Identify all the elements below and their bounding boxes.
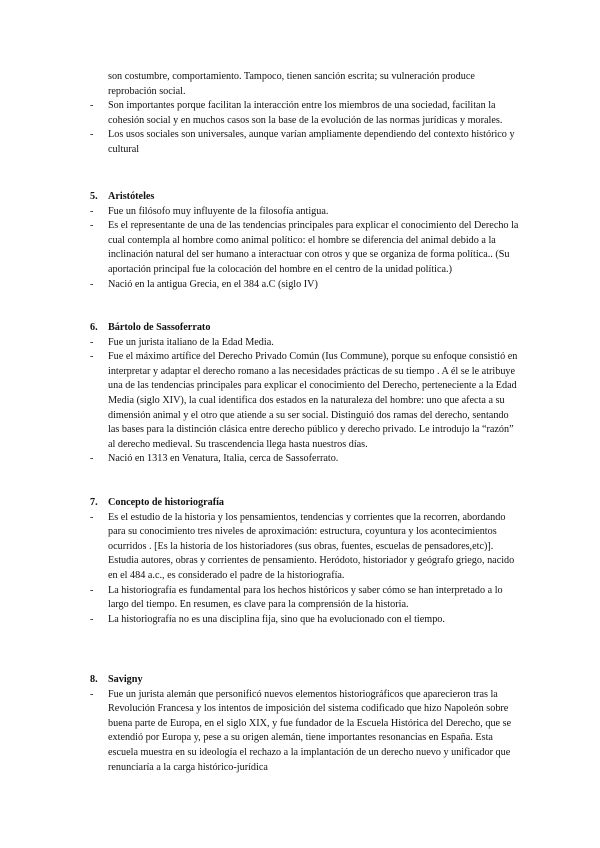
list-item: - Son importantes porque facilitan la interacción entre los miembros de una sociedad, facilitan la cohesión social y en muchos casos son la base de la evolución de las normas jurídicas y morales. [90, 100, 503, 126]
section-historiografia [88, 496, 520, 627]
list-item: - Es el estudio de la historia y los pensamientos, tendencias y corrientes que la recorren, abordando para su conocimiento tres niveles de aproximación: estructura, coyuntura y los acontecimientos ocurridos . [Es la historia de los historiadores (sus obras, fuentes, escuelas de pensadores,etc)]. Estudia autores, obras y corrientes de pensamiento. Heródoto, historiador y geógrafo griego, nacido en el 484 a.c., es considerado el padre de la historiografía. [90, 511, 515, 581]
list-item: - Fue un jurista alemán que personificó nuevos elementos historiográficos que aparecieron tras la Revolución Francesa y los intentos de imposición del sistema codificado que hizo Napoleón sobre buena parte de Europa, en el siglo XIX, y fue fundador de la Escuela Histórica del Derecho, que se extendió por Europa y, pese a su origen alemán, tiene importantes resonancias en España. Esta escuela muestra en su ideología el rechazo a la implantación de un derecho nuevo y unificador que renunciaría a la carga histórico-jurídica [90, 688, 512, 773]
bullet-text: Fue el máximo artífice del Derecho Privado Común (Ius Commune), porque su enfoque consistió en interpretar y adaptar el derecho romano a las necesidades prácticas de su tiempo . A él se le atribuye una de las tendencias principales para explicar el conocimiento del Derecho, perteneciente a la Edad Media (siglo XIV), la cual identifica dos estados en la naturaleza del hombre: uno que afecta a su dimensión animal y el otro que atiende a su ser social. Distinguió dos ramas del derecho, sentando las bases para la distinción clásica entre derecho público y derecho privado. Le introdujo la “razón” al derecho medieval. Su trascendencia llega hasta nuestros días. [108, 351, 518, 450]
uses-sociales-continuation [88, 70, 520, 158]
list-item: - Nació en 1313 en Venatura, Italia, cerca de Sassoferrato. [90, 453, 339, 465]
bullet-text: Fue un jurista alemán que personificó nuevos elementos historiográficos que aparecieron tras la Revolución Francesa y los intentos de imposición del sistema codificado que hizo Napoleón sobre buena parte de Europa, en el siglo XIX, y fue fundador de la Escuela Histórica del Derecho, que se extendió por Europa y, pese a su origen alemán, tiene importantes resonancias en España. Esta escuela muestra en su ideología el rechazo a la implantación de un derecho nuevo y unificador que renunciaría a la carga histórico-jurídica [108, 688, 512, 773]
list-item: - La historiografía es fundamental para los hechos históricos y saber cómo se han interpretado a lo largo del tiempo. En resumen, es clave para la comprensión de la historia. [90, 584, 503, 611]
bullet-text: Es el estudio de la historia y los pensamientos, tendencias y corrientes que la recorren, abordando para su conocimiento tres niveles de aproximación: estructura, coyuntura y los acontecimientos ocurridos . [Es la historia de los historiadores (sus obras, fuentes, escuelas de pensadores,etc)]. Estudia autores, obras y corrientes de pensamiento. Heródoto, historiador y geógrafo griego, nacido en el 484 a.c., es considerado el padre de la historiografía. [108, 511, 515, 581]
section-title: Aristóteles [108, 191, 155, 202]
bullet-text: Los usos sociales son universales, aunque varían ampliamente dependiendo del contexto histórico y cultural [108, 129, 515, 155]
section-number: 6. [90, 322, 98, 333]
bullet-text: Fue un filósofo muy influyente de la filosofía antigua. [108, 205, 329, 217]
section-title: Concepto de historiografía [108, 497, 225, 508]
bullet-text: La historiografía es fundamental para los hechos históricos y saber cómo se han interpretado a lo largo del tiempo. En resumen, es clave para la comprensión de la historia. [108, 584, 503, 611]
section-number: 5. [90, 191, 98, 202]
list-item: - Fue un jurista italiano de la Edad Media. [90, 336, 274, 348]
bullet-text: Son importantes porque facilitan la interacción entre los miembros de una sociedad, facilitan la cohesión social y en muchos casos son la base de la evolución de las normas jurídicas y morales. [108, 100, 503, 126]
bullet-text: La historiografía no es una disciplina fija, sino que ha evolucionado con el tiempo. [108, 613, 445, 625]
bullet-text: Nació en la antigua Grecia, en el 384 a.C (siglo IV) [108, 278, 318, 290]
section-bartolo [88, 321, 520, 467]
list-item: - Fue un filósofo muy influyente de la filosofía antigua. [90, 205, 329, 217]
section-title: Bártolo de Sassoferrato [108, 322, 211, 333]
bullet-text: Fue un jurista italiano de la Edad Media. [108, 336, 274, 348]
bullet-text: Nació en 1313 en Venatura, Italia, cerca de Sassoferrato. [108, 453, 339, 465]
section-heading [88, 321, 520, 336]
list-item: - Fue el máximo artífice del Derecho Privado Común (Ius Commune), porque su enfoque consistió en interpretar y adaptar el derecho romano a las necesidades prácticas de su tiempo . A él se le atribuye una de las tendencias principales para explicar el conocimiento del Derecho, perteneciente a la Edad Media (siglo XIV), la cual identifica dos estados en la naturaleza del hombre: uno que afecta a su dimensión animal y el otro que atiende a su ser social. Distinguió dos ramas del derecho, sentando las bases para la distinción clásica entre derecho público y derecho privado. Le introdujo la “razón” al derecho medieval. Su trascendencia llega hasta nuestros días. [90, 351, 518, 450]
section-heading [88, 496, 520, 511]
list-item: - Nació en la antigua Grecia, en el 384 a.C (siglo IV) [90, 278, 318, 290]
section-heading [88, 673, 520, 688]
section-title: Savigny [108, 674, 143, 685]
list-item: - Los usos sociales son universales, aunque varían ampliamente dependiendo del contexto histórico y cultural [90, 129, 515, 155]
continuation-text: son costumbre, comportamiento. Tampoco, tienen sanción escrita; su vulneración produce reprobación social. [108, 71, 475, 97]
section-number: 8. [90, 674, 98, 685]
list-item: - Es el representante de una de las tendencias principales para explicar el conocimiento del Derecho la cual contempla al hombre como animal político: el hombre se diferencia del animal debido a la inclinación natural del ser humano a interactuar con otros y que se organiza de forma política.. (Su aportación principal fue la colocación del hombre en el centro de la unidad política.) [90, 220, 519, 275]
section-heading [88, 190, 520, 205]
bullet-text: Es el representante de una de las tendencias principales para explicar el conocimiento del Derecho la cual contempla al hombre como animal político: el hombre se diferencia del animal debido a la inclinación natural del ser humano a interactuar con otros y que se organiza de forma política.. (Su aportación principal fue la colocación del hombre en el centro de la unidad política.) [108, 220, 519, 275]
section-aristoteles [88, 190, 520, 292]
section-savigny [88, 673, 520, 775]
list-item: - La historiografía no es una disciplina fija, sino que ha evolucionado con el tiempo. [90, 613, 445, 625]
section-number: 7. [90, 497, 98, 508]
